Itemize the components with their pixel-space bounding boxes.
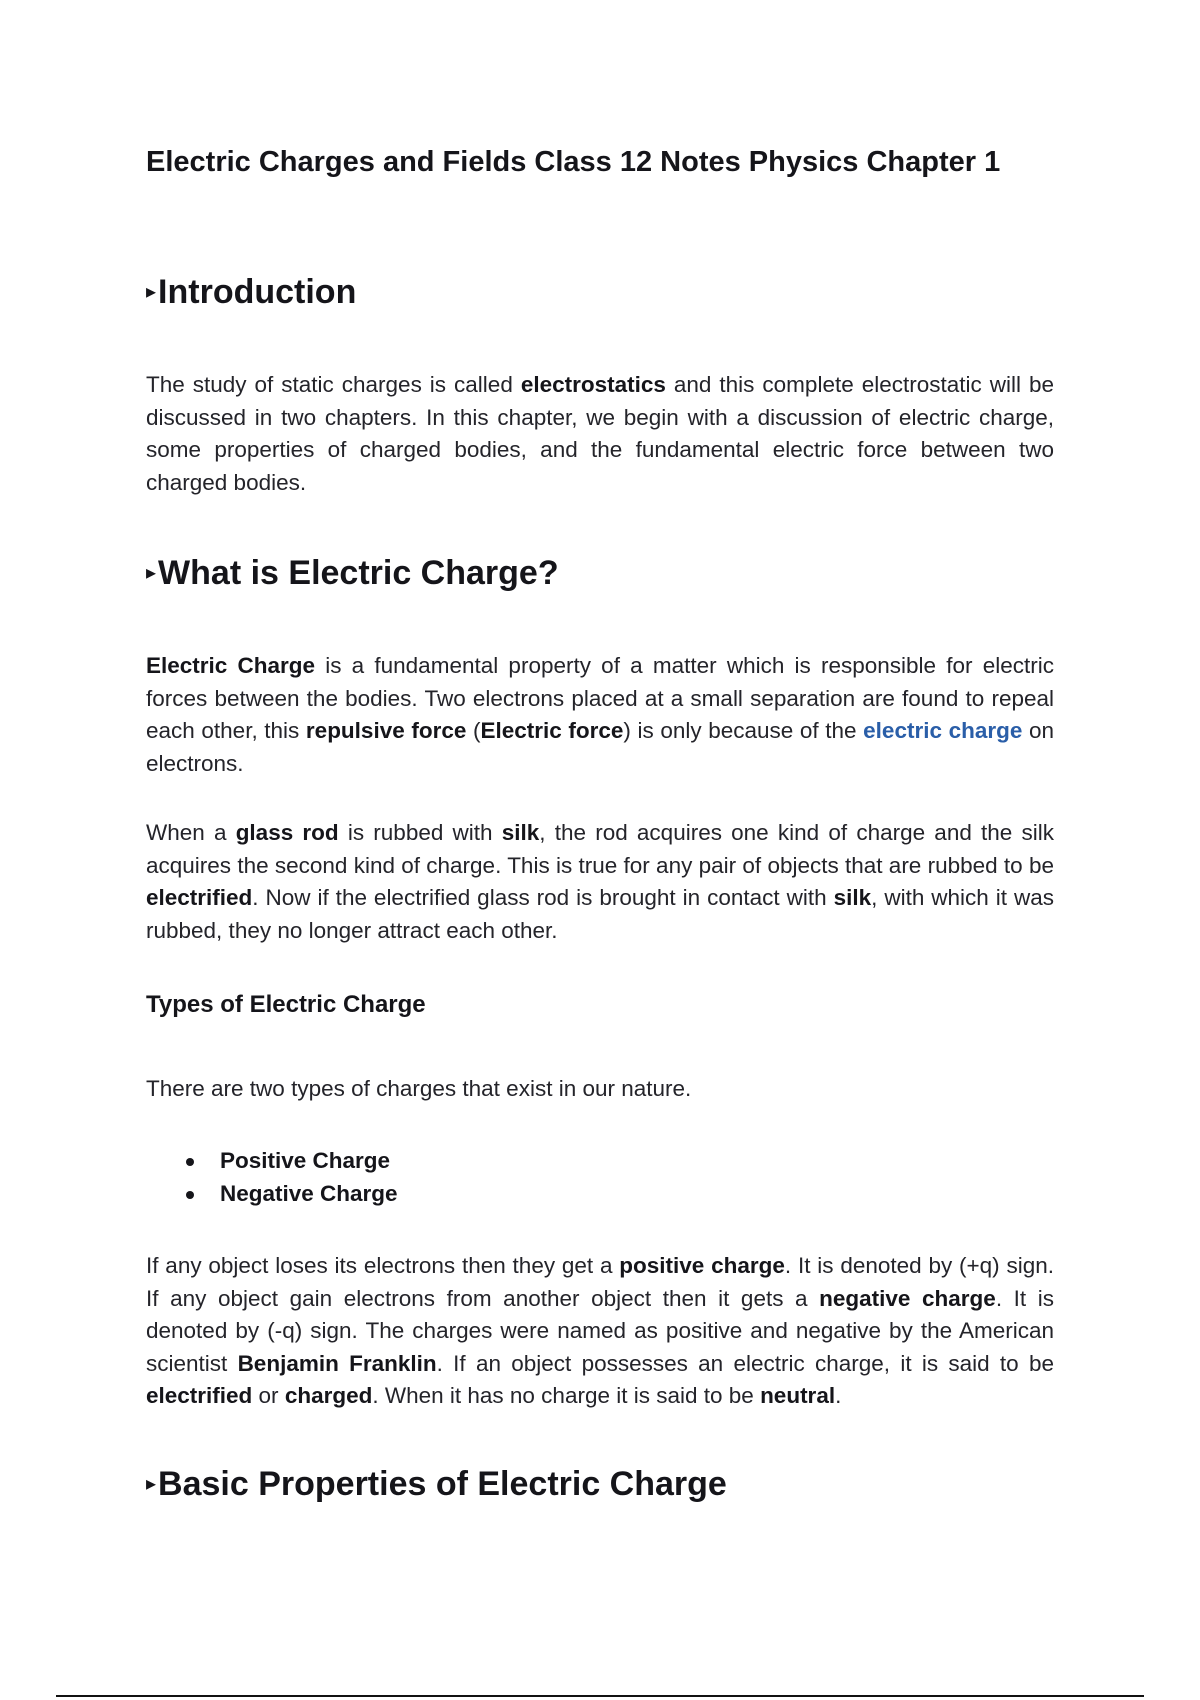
electric-charge-definition-paragraph: Electric Charge is a fundamental property of a matter which is responsible for electric forces between the bodies. Two electrons placed at a small separation are found to repeal each other, this repulsive force (Electric force) is only because of the electric charge on electrons. (146, 653, 1055, 776)
charge-sign-paragraph: If any object loses its electrons then they get a positive charge. It is denoted by (+q) sign. If any object gain electrons from another object then it gets a negative charge. It is denoted by (-q) sign. The charges were named as positive and negative by the American scientist Benjamin Franklin. If an object possesses an electric charge, it is said to be electrified or charged. When it has no charge it is said to be neutral. (146, 1253, 1055, 1408)
heading-text: Introduction (158, 273, 357, 311)
heading-text: Basic Properties of Electric Charge (158, 1465, 727, 1503)
heading-what-is-electric-charge (146, 553, 559, 598)
heading-text: What is Electric Charge? (158, 554, 559, 592)
list-item: Positive Charge (182, 1145, 398, 1178)
heading-introduction (146, 272, 356, 317)
heading-types-of-electric-charge: Types of Electric Charge (146, 991, 426, 1018)
bullet-icon (186, 1191, 194, 1199)
types-intro-paragraph: There are two types of charges that exist in our nature. (146, 1076, 692, 1101)
heading-basic-properties (146, 1464, 727, 1509)
list-item: Negative Charge (182, 1178, 398, 1211)
triangle-bullet-icon: ▸ (146, 562, 157, 584)
charge-types-list (182, 1145, 398, 1210)
intro-paragraph: The study of static charges is called electrostatics and this complete electrostatic will be discussed in two chapters. In this chapter, we begin with a discussion of electric charge, some properties of charged bodies, and the fundamental electric force between two charged bodies. (146, 372, 1054, 495)
electric-charge-link[interactable]: electric charge (863, 718, 1023, 743)
page-bottom-rule (56, 1695, 1144, 1697)
bullet-icon (186, 1158, 194, 1166)
triangle-bullet-icon: ▸ (146, 281, 157, 303)
page-title: Electric Charges and Fields Class 12 Notes Physics Chapter 1 (146, 146, 1001, 178)
glass-rod-paragraph: When a glass rod is rubbed with silk, the rod acquires one kind of charge and the silk acquires the second kind of charge. This is true for any pair of objects that are rubbed to be electrified. Now if the electrified glass rod is brought in contact with silk, with which it was rubbed, they no longer attract each other. (146, 820, 1055, 943)
triangle-bullet-icon: ▸ (146, 1473, 157, 1495)
